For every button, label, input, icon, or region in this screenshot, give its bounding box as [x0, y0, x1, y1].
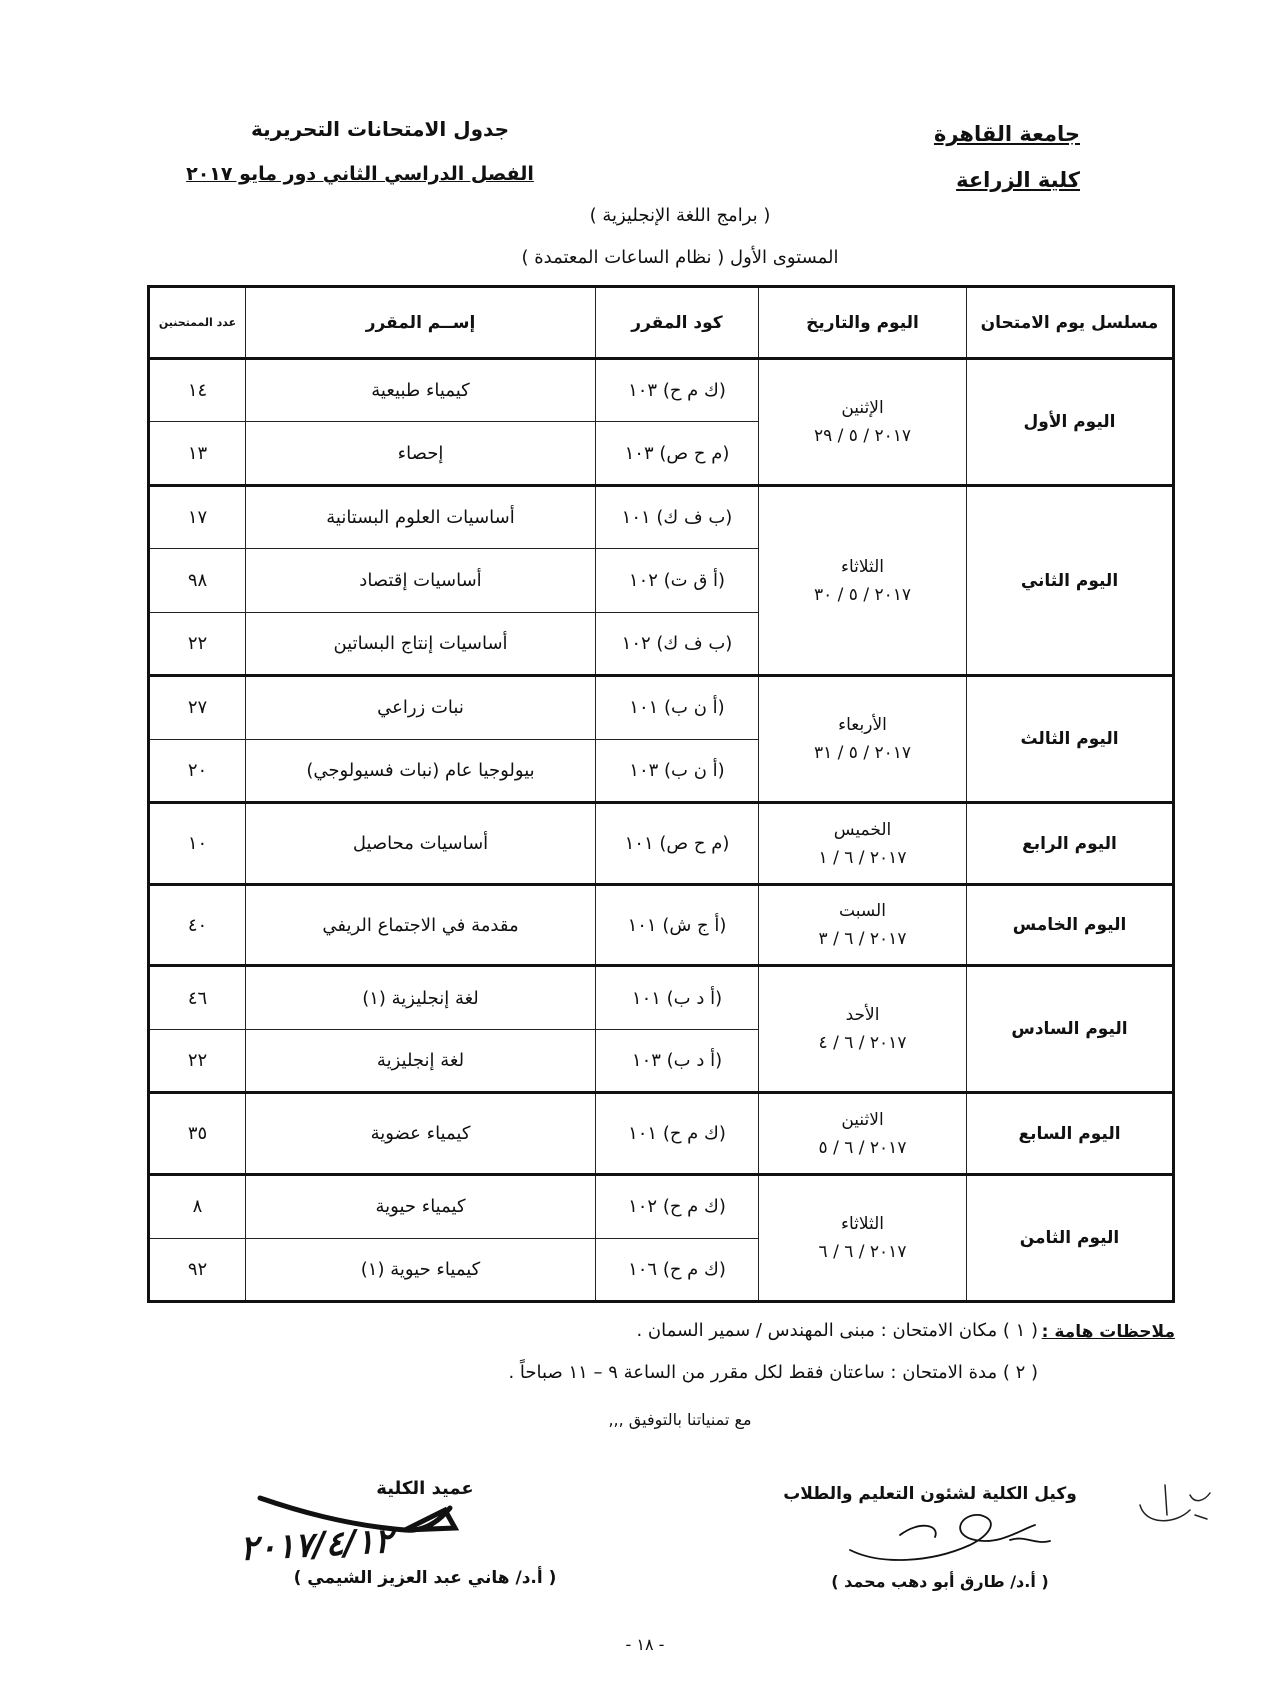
- initials-signature: [1135, 1475, 1215, 1535]
- course-name-cell: إحصاء: [246, 422, 596, 485]
- examinee-count-cell: ٢٢: [149, 1029, 246, 1092]
- day-date-cell: [759, 1175, 967, 1302]
- faculty-name: كلية الزراعة: [956, 168, 1080, 192]
- header-course-name: إســم المقرر: [246, 287, 596, 359]
- weekday-label: الخميس: [833, 819, 892, 840]
- exam-date-label: ٢٠١٧ / ٦ / ٣: [818, 929, 907, 950]
- examinee-count-cell: ٨: [149, 1175, 246, 1238]
- table-row: [149, 966, 1174, 1029]
- exam-schedule-body: [149, 359, 1174, 1302]
- exam-date-label: ٢٠١٧ / ٥ / ٣٠: [813, 584, 912, 605]
- notes-label: ملاحظات هامة :: [1041, 1322, 1175, 1342]
- exam-day-cell: اليوم السادس: [967, 966, 1174, 1093]
- table-row: [149, 1093, 1174, 1175]
- note-exam-duration: ( ٢ ) مدة الامتحان : ساعتان فقط لكل مقرر من الساعة ٩ – ١١ صباحاً .: [508, 1362, 1038, 1383]
- examinee-count-cell: ١٧: [149, 485, 246, 548]
- examinee-count-cell: ١٤: [149, 359, 246, 422]
- course-name-cell: أساسيات إنتاج البساتين: [246, 612, 596, 675]
- examinee-count-cell: ٢٧: [149, 676, 246, 739]
- course-code-cell: (ك م ح) ١٠٦: [596, 1238, 759, 1302]
- semester-title: الفصل الدراسي الثاني دور مايو ٢٠١٧: [186, 163, 534, 185]
- table-row: [149, 884, 1174, 966]
- course-code-cell: (ك م ح) ١٠٣: [596, 359, 759, 422]
- day-date-cell: [759, 966, 967, 1093]
- course-code-cell: (أ ج ش) ١٠١: [596, 884, 759, 966]
- exam-day-cell: اليوم الرابع: [967, 803, 1174, 885]
- course-code-cell: (م ح ص) ١٠١: [596, 803, 759, 885]
- examinee-count-cell: ١٠: [149, 803, 246, 885]
- examinee-count-cell: ٤٦: [149, 966, 246, 1029]
- table-row: [149, 485, 1174, 548]
- programs-subtitle: ( برامج اللغة الإنجليزية ): [589, 205, 771, 226]
- dean-handwritten-date: ٢٠١٧/٤/١٢: [239, 1521, 394, 1569]
- table-row: [149, 359, 1174, 422]
- course-code-cell: (أ ق ت) ١٠٢: [596, 549, 759, 612]
- vice-dean-signature: [840, 1505, 1060, 1575]
- examinee-count-cell: ٩٢: [149, 1238, 246, 1302]
- level-subtitle: المستوى الأول ( نظام الساعات المعتمدة ): [521, 247, 839, 268]
- examinee-count-cell: ٤٠: [149, 884, 246, 966]
- exam-date-label: ٢٠١٧ / ٦ / ٤: [818, 1033, 907, 1054]
- examinee-count-cell: ٢٢: [149, 612, 246, 675]
- course-name-cell: كيمياء حيوية (١): [246, 1238, 596, 1302]
- day-date-cell: [759, 1093, 967, 1175]
- examinee-count-cell: ٣٥: [149, 1093, 246, 1175]
- table-row: [149, 1175, 1174, 1238]
- vice-dean-name: ( أ.د/ طارق أبو دهب محمد ): [831, 1572, 1049, 1591]
- schedule-title: جدول الامتحانات التحريرية: [251, 117, 509, 141]
- examinee-count-cell: ٩٨: [149, 549, 246, 612]
- examinee-count-cell: ١٣: [149, 422, 246, 485]
- exam-date-label: ٢٠١٧ / ٦ / ١: [818, 847, 907, 868]
- course-name-cell: أساسيات محاصيل: [246, 803, 596, 885]
- course-code-cell: (أ ن ب) ١٠٣: [596, 739, 759, 802]
- exam-date-label: ٢٠١٧ / ٦ / ٥: [818, 1137, 907, 1158]
- exam-day-cell: اليوم الأول: [967, 359, 1174, 486]
- course-name-cell: أساسيات العلوم البستانية: [246, 485, 596, 548]
- course-name-cell: كيمياء حيوية: [246, 1175, 596, 1238]
- exam-schedule-table: [147, 285, 1175, 1303]
- dean-name: ( أ.د/ هاني عبد العزيز الشيمي ): [293, 1568, 557, 1588]
- page-number: - ١٨ -: [625, 1635, 665, 1654]
- weekday-label: الإثنين: [841, 397, 884, 418]
- course-name-cell: لغة إنجليزية: [246, 1029, 596, 1092]
- weekday-label: السبت: [839, 901, 886, 922]
- course-code-cell: (ب ف ك) ١٠١: [596, 485, 759, 548]
- exam-day-cell: اليوم الخامس: [967, 884, 1174, 966]
- course-code-cell: (ب ف ك) ١٠٢: [596, 612, 759, 675]
- course-name-cell: نبات زراعي: [246, 676, 596, 739]
- course-name-cell: لغة إنجليزية (١): [246, 966, 596, 1029]
- header-course-code: كود المقرر: [596, 287, 759, 359]
- table-row: [149, 676, 1174, 739]
- day-date-cell: [759, 359, 967, 486]
- table-row: [149, 803, 1174, 885]
- exam-date-label: ٢٠١٧ / ٦ / ٦: [818, 1242, 907, 1263]
- weekday-label: الأربعاء: [838, 715, 887, 736]
- course-name-cell: بيولوجيا عام (نبات فسيولوجي): [246, 739, 596, 802]
- day-date-cell: [759, 676, 967, 803]
- weekday-label: الأحد: [845, 1005, 880, 1026]
- course-code-cell: (ك م ح) ١٠٢: [596, 1175, 759, 1238]
- course-code-cell: (أ د ب) ١٠٣: [596, 1029, 759, 1092]
- weekday-label: الثلاثاء: [840, 1214, 885, 1235]
- day-date-cell: [759, 485, 967, 675]
- header-examinee-count: عدد الممتحنين: [149, 287, 246, 359]
- weekday-label: الثلاثاء: [840, 556, 885, 577]
- header-day-date: اليوم والتاريخ: [759, 287, 967, 359]
- course-code-cell: (أ د ب) ١٠١: [596, 966, 759, 1029]
- day-date-cell: [759, 803, 967, 885]
- dean-title: عميد الكلية: [376, 1478, 474, 1499]
- course-name-cell: أساسيات إقتصاد: [246, 549, 596, 612]
- exam-day-cell: اليوم الثاني: [967, 485, 1174, 675]
- course-name-cell: كيمياء عضوية: [246, 1093, 596, 1175]
- course-name-cell: كيمياء طبيعية: [246, 359, 596, 422]
- day-date-cell: [759, 884, 967, 966]
- exam-day-cell: اليوم الثالث: [967, 676, 1174, 803]
- weekday-label: الاثنين: [841, 1109, 884, 1130]
- course-name-cell: مقدمة في الاجتماع الريفي: [246, 884, 596, 966]
- exam-date-label: ٢٠١٧ / ٥ / ٣١: [813, 743, 912, 764]
- note-exam-location: ( ١ ) مكان الامتحان : مبنى المهندس / سمير السمان .: [636, 1320, 1038, 1341]
- exam-date-label: ٢٠١٧ / ٥ / ٢٩: [813, 425, 912, 446]
- exam-day-cell: اليوم الثامن: [967, 1175, 1174, 1302]
- header-exam-day: مسلسل يوم الامتحان: [967, 287, 1174, 359]
- examinee-count-cell: ٢٠: [149, 739, 246, 802]
- vice-dean-title: وكيل الكلية لشئون التعليم والطلاب: [783, 1484, 1077, 1504]
- exam-day-cell: اليوم السابع: [967, 1093, 1174, 1175]
- wishes-text: مع تمنياتنا بالتوفيق ,,,: [608, 1410, 752, 1429]
- course-code-cell: (ك م ح) ١٠١: [596, 1093, 759, 1175]
- course-code-cell: (م ح ص) ١٠٣: [596, 422, 759, 485]
- university-name: جامعة القاهرة: [933, 122, 1080, 146]
- course-code-cell: (أ ن ب) ١٠١: [596, 676, 759, 739]
